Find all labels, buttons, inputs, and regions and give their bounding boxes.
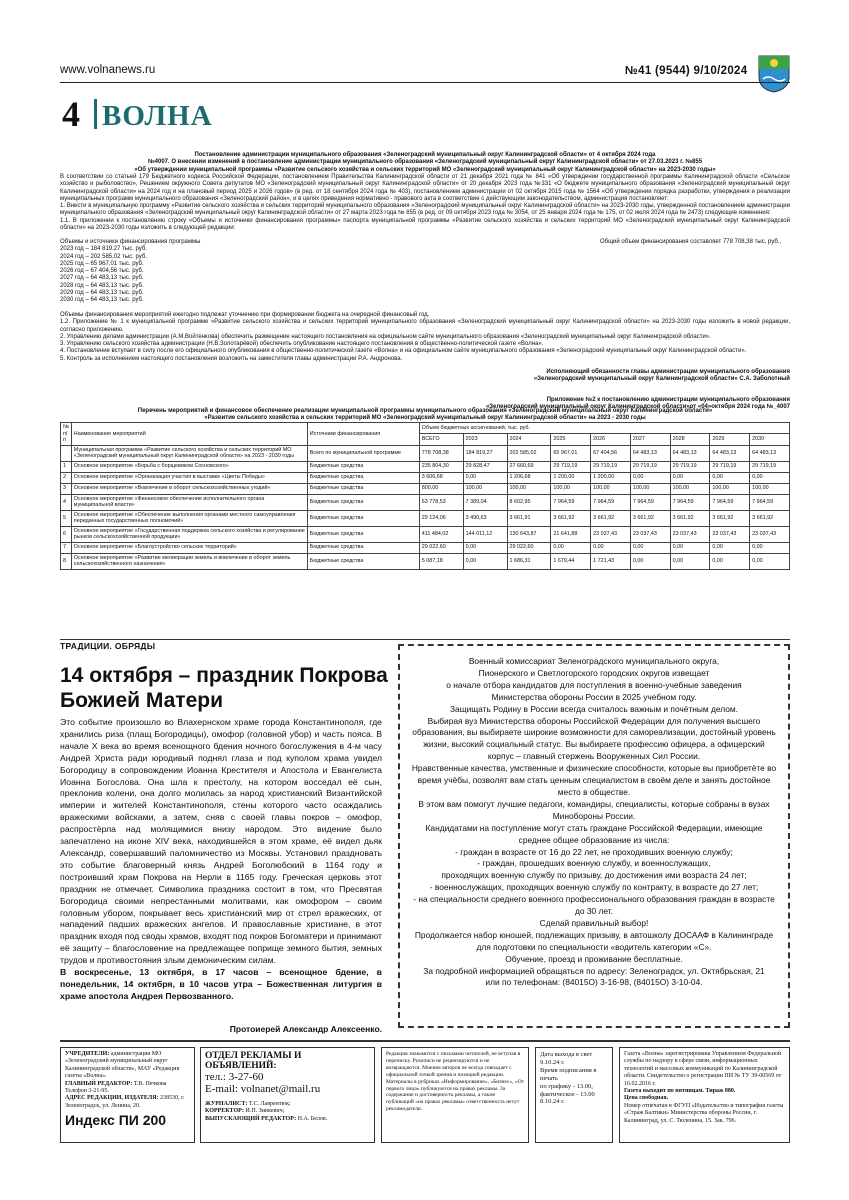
ad-paragraph: Продолжается набор юношей, подлежащих призыву, в автошколу ДОСААФ в Калининграде для подготовки по специальности «водитель категории «С». bbox=[414, 929, 774, 952]
year-header-cell: 2025 bbox=[551, 434, 591, 445]
row-number-cell: 3 bbox=[61, 483, 72, 494]
value-cell: 64 483,13 bbox=[710, 445, 750, 461]
value-cell: 1 206,68 bbox=[507, 472, 551, 483]
address-text: 238530, г. Зеленоградск, ул. Ленина, 20. bbox=[65, 1095, 185, 1109]
ad-paragraph: Нравственные качества, умственные и физические способности, которые вы приобретёте во время учёбы, позволят вам стать ценным специалистом в своём деле и занять достойное место в обществе. bbox=[411, 763, 777, 797]
appendix-line: «Зеленоградский муниципальный округ Калининградской области»от «04»октября 2024 года №_4007 bbox=[485, 404, 790, 411]
year-header-cell: 2026 bbox=[591, 434, 631, 445]
signature-line: Исполняющий обязанности главы администрации муниципального образования bbox=[546, 369, 790, 375]
imprint-registration bbox=[619, 1047, 790, 1143]
decree-paragraph: 1.1. В приложении к постановлению строку «Объемы и источники финансирования программы» паспорта муниципальной программы «Развитие сельского хозяйства и сельских территорий МО «Зеленоградский муниципальный округ Калининградской области» на 2023-2030 годы изложить в следующей редакции: bbox=[60, 217, 790, 232]
value-cell: 235 804,30 bbox=[419, 461, 463, 472]
ad-list-item: - на специальности среднего военного профессионального образования граждан в возрасте до 30 лет. bbox=[413, 894, 775, 917]
source-cell: Бюджетные средства bbox=[307, 494, 419, 510]
issue-date: Дата выхода в свет 9.10.24 г. bbox=[540, 1051, 593, 1066]
decree-title-line: №4007. О внесении изменений в постановление администрации муниципального образования «Зеленоградский муниципальный округ Калининградской области» от 27.03.2023 г. №855 bbox=[147, 159, 703, 166]
row-number-cell: 2 bbox=[61, 472, 72, 483]
decree-paragraph: В соответствии со статьей 179 Бюджетного кодекса Российской Федерации, постановлением Правительства Калининградской области от 21 декабря 2021 года № 841 «Об утверждении государственной программы Калининградской области «Сельское хозяйство и рыболовство», Решением окружного Совета депутатов МО «Зеленоградский муниципальный округ Калининградской области» от 20 декабря 2023 года №331 «О бюджете муниципального образования «Зеленоградский муниципальный округ Калининградской области» на 2024 год и на плановый период 2025 и 2026 годов» (в ред. от 18 сентября 2024 года № 403), постановлением администрации от 02 октября 2015 года № 1564 «Об утверждении порядка разработки, утверждения и реализации муниципальных программ муниципального образования «Зеленоградский район», и в целях приведения нормативно - правового акта в соответствие с действующим законодательством, администрация постановляет: bbox=[60, 174, 790, 202]
masthead-divider bbox=[94, 99, 97, 129]
decree-paragraph: Объемы финансирования мероприятий ежегодно подлежат уточнению при формировании бюджета на очередной финансовый год. bbox=[60, 312, 430, 318]
value-cell: 8 602,95 bbox=[507, 494, 551, 510]
header-cell: Источники финансирования bbox=[307, 423, 419, 446]
value-cell: 0,00 bbox=[463, 472, 507, 483]
value-cell: 130 643,87 bbox=[507, 526, 551, 542]
year-header-cell: ВСЕГО bbox=[419, 434, 463, 445]
value-cell: 64 483,13 bbox=[630, 445, 670, 461]
table-title-line: Перечень мероприятий и финансовое обеспечение реализации муниципальной программы муниципального образования «Зеленоградский муниципальный округ Калининградской области» bbox=[137, 408, 713, 414]
value-cell: 29 719,19 bbox=[710, 461, 750, 472]
financing-table bbox=[60, 422, 790, 570]
year-volume: 2026 год – 67 404,56 тыс. руб. bbox=[60, 268, 144, 275]
value-cell: 0,00 bbox=[591, 542, 631, 553]
printer: Номер отпечатан в ФГУП «Издательство и типография газеты «Страж Балтики» Министерства обороны России, г. Калининград, ул. С. Тюленина, 15. Зак. 796. bbox=[624, 1102, 784, 1124]
value-cell: 29 022,60 bbox=[419, 542, 463, 553]
row-number-cell: 7 bbox=[61, 542, 72, 553]
value-cell: 23 037,43 bbox=[710, 526, 750, 542]
issuer-text: Н.А. Белов. bbox=[296, 1115, 328, 1122]
ad-heading: о начале отбора кандидатов для поступления в военно-учебные заведения bbox=[446, 679, 742, 690]
value-cell: 7 964,59 bbox=[750, 494, 790, 510]
editor-text: Т.В. Печкова bbox=[132, 1080, 167, 1087]
founder-text: администрация МО «Зеленоградский муниципальный округ Калининградской области», МАУ «Редакция газеты «Волна». bbox=[65, 1051, 180, 1080]
value-cell: 29 022,60 bbox=[507, 542, 551, 553]
decree-paragraph: 2. Управлению делами администрации (А.М.Войтенкова) обеспечить размещение настоящего постановления на официальном сайте муниципального образования «Зеленоградский муниципальный округ Калининградской области». bbox=[60, 333, 711, 340]
page-number: 4 bbox=[62, 94, 80, 134]
value-cell: 29 719,19 bbox=[630, 461, 670, 472]
table-row bbox=[61, 494, 790, 510]
imprint-ads bbox=[200, 1047, 375, 1143]
value-cell: 3 661,91 bbox=[507, 510, 551, 526]
table-row bbox=[61, 472, 790, 483]
value-cell: 29 719,19 bbox=[591, 461, 631, 472]
article-author: Протоиерей Александр Алексеенко. bbox=[229, 1024, 382, 1034]
value-cell: 100,00 bbox=[507, 483, 551, 494]
decree-paragraph: 4. Постановление вступает в силу после его официального опубликования в общественно-политической газете «Волна» и на официальном сайте муниципального образования «Зеленоградский муниципальный округ Калининградской области». bbox=[60, 348, 747, 355]
value-cell: 0,00 bbox=[710, 542, 750, 553]
row-number-cell: 1 bbox=[61, 461, 72, 472]
volumes-list bbox=[60, 239, 360, 305]
value-cell: 202 585,02 bbox=[507, 445, 551, 461]
sign-label: Время подписания в печать bbox=[540, 1066, 597, 1082]
value-cell: 3 606,68 bbox=[419, 472, 463, 483]
circulation: Газета выходит по пятницам. Тираж 880. bbox=[624, 1088, 736, 1095]
value-cell: 67 404,56 bbox=[591, 445, 631, 461]
ads-title: ОТДЕЛ РЕКЛАМЫ И ОБЪЯВЛЕНИЙ: bbox=[205, 1051, 302, 1071]
value-cell: 23 037,43 bbox=[750, 526, 790, 542]
measure-name-cell: Муниципальная программа «Развитие сельского хозяйства и сельских территорий МО «Зеленоградский муниципальный округ Калининградской области» на 2023 - 2030 годы bbox=[71, 445, 307, 461]
imprint-dates bbox=[535, 1047, 613, 1143]
value-cell: 0,00 bbox=[670, 542, 710, 553]
ad-contact: или по телефонам: (84015О) 3-16-98, (84015О) 3-10-04. bbox=[485, 977, 703, 988]
imprint-founders bbox=[60, 1047, 195, 1143]
value-cell: 0,00 bbox=[463, 542, 507, 553]
value-cell: 64 483,13 bbox=[670, 445, 710, 461]
value-cell: 23 037,43 bbox=[670, 526, 710, 542]
year-volume: 2030 год – 64 483,13 тыс. руб. bbox=[60, 297, 144, 304]
value-cell: 0,00 bbox=[710, 472, 750, 483]
measure-name-cell: Основное мероприятие «Благоустройство сельских территорий» bbox=[71, 542, 307, 553]
ad-list-item: - военнослужащих, проходящих военную службу по контракту, в возрасте до 27 лет; bbox=[429, 882, 759, 893]
value-cell: 29 828,47 bbox=[463, 461, 507, 472]
value-cell: 0,00 bbox=[750, 553, 790, 569]
ad-heading: Министерства обороны России в 2025 учебном году. bbox=[491, 691, 697, 702]
decree-body-2 bbox=[60, 312, 790, 363]
measure-name-cell: Основное мероприятие «Борьба с борщевиком Сосновского» bbox=[71, 461, 307, 472]
year-volume: 2027 год – 64 483,13 тыс. руб. bbox=[60, 275, 144, 282]
value-cell: 7 964,59 bbox=[551, 494, 591, 510]
table-row bbox=[61, 445, 790, 461]
value-cell: 411 484,02 bbox=[419, 526, 463, 542]
ad-paragraph: Обучение, проезд и проживание бесплатные. bbox=[505, 953, 683, 964]
decree-body bbox=[60, 174, 790, 232]
table-row bbox=[61, 526, 790, 542]
value-cell: 184 819,27 bbox=[463, 445, 507, 461]
value-cell: 7 964,59 bbox=[670, 494, 710, 510]
value-cell: 29 124,06 bbox=[419, 510, 463, 526]
value-cell: 0,00 bbox=[750, 542, 790, 553]
value-cell: 3 661,92 bbox=[591, 510, 631, 526]
decree-title-line: Постановление администрации муниципального образования «Зеленоградский муниципальный округ Калининградской области» от 4 октября 2024 года bbox=[194, 152, 656, 158]
value-cell: 100,00 bbox=[710, 483, 750, 494]
value-cell: 0,00 bbox=[750, 472, 790, 483]
decree-paragraph: 3. Управлению сельского хозяйства администрации (Н.В.Золотарёвой) обеспечить опубликование настоящего постановления в общественно-политической газете «Волна». bbox=[60, 341, 544, 348]
measure-name-cell: Основное мероприятие «Вовлечение в оборот сельскохозяйственных угодий» bbox=[71, 483, 307, 494]
header-rule bbox=[60, 82, 790, 83]
ad-paragraph: В этом вам помогут лучшие педагоги, командиры, специалисты, которые собраны в вузах Минобороны России. bbox=[418, 798, 770, 821]
value-cell: 0,00 bbox=[710, 553, 750, 569]
header-cell: Наименование мероприятий bbox=[71, 423, 307, 446]
table-row bbox=[61, 483, 790, 494]
decree-paragraph: 1. Внести в муниципальную программу «Развитие сельского хозяйства и сельских территорий муниципального образования «Зеленоградский муниципальный округ Калининградской области» на 2023-2030 годы, утвержденной постановлением администрации муниципального образования «Зеленоградский муниципальный округ Калининградской области» от 27 марта 2023 года № 855 (в ред. от 09 октября 2023 года № 3054, от 25 января 2024 года № 175, от 02 июля 2024 года № 2473) следующие изменения: bbox=[60, 203, 790, 217]
issue-info: №41 (9544) 9/10/2024 bbox=[625, 65, 748, 77]
year-header-cell: 2028 bbox=[670, 434, 710, 445]
corrector-label: КОРРЕКТОР: bbox=[205, 1108, 245, 1115]
actual-date: 8.10.24 г. bbox=[540, 1098, 565, 1106]
year-volume: 2023 год – 184 819,27 тыс. руб. bbox=[60, 246, 147, 253]
decree-title bbox=[60, 152, 790, 174]
value-cell: 29 719,19 bbox=[670, 461, 710, 472]
value-cell: 29 719,19 bbox=[551, 461, 591, 472]
source-cell: Бюджетные средства bbox=[307, 472, 419, 483]
source-cell: Бюджетные средства bbox=[307, 542, 419, 553]
appendix-line: Приложение №2 к постановлению администрации муниципального образования bbox=[546, 397, 790, 403]
table-title bbox=[60, 408, 790, 423]
corrector-text: И.П. Зинкевич; bbox=[244, 1108, 285, 1115]
value-cell: 1 200,00 bbox=[591, 472, 631, 483]
ad-paragraph: Сделай правильный выбор! bbox=[539, 917, 649, 928]
measure-name-cell: Основное мероприятие «Развитие мелиорации земель и вовлечение в оборот земель сельскохозяйственного назначения» bbox=[71, 553, 307, 569]
signature-line: «Зеленоградский муниципальный округ Калининградской области» С.А. Заболотный bbox=[533, 376, 790, 383]
row-number-cell: 8 bbox=[61, 553, 72, 569]
value-cell: 778 708,38 bbox=[419, 445, 463, 461]
section-rule bbox=[60, 639, 790, 640]
value-cell: 100,00 bbox=[670, 483, 710, 494]
journalist-text: Т.С. Лаврентюк; bbox=[247, 1101, 291, 1107]
value-cell: 0,00 bbox=[630, 542, 670, 553]
value-cell: 23 037,43 bbox=[630, 526, 670, 542]
value-cell: 800,00 bbox=[419, 483, 463, 494]
source-cell: Бюджетные средства bbox=[307, 526, 419, 542]
value-cell: 27 660,69 bbox=[507, 461, 551, 472]
coat-of-arms-icon bbox=[758, 55, 790, 93]
value-cell: 3 490,63 bbox=[463, 510, 507, 526]
decree-paragraph: 5. Контроль за исполнением настоящего постановления возложить на заместителя главы администрации Р.А. Андронова. bbox=[60, 355, 403, 362]
value-cell: 7 964,59 bbox=[710, 494, 750, 510]
price: Цена свободная. bbox=[624, 1095, 669, 1102]
value-cell: 7 964,59 bbox=[630, 494, 670, 510]
value-cell: 100,00 bbox=[463, 483, 507, 494]
site-url[interactable]: www.volnanews.ru bbox=[60, 64, 156, 76]
value-cell: 100,00 bbox=[591, 483, 631, 494]
phone-text: Телефон 3-21-95. bbox=[65, 1088, 109, 1095]
header-cell: Объем бюджетных ассигнований, тыс. руб. bbox=[419, 423, 789, 434]
article-body bbox=[60, 717, 382, 1003]
table-row bbox=[61, 461, 790, 472]
ad-list-item: - граждан в возрасте от 16 до 22 лет, не проходивших военную службу; bbox=[455, 846, 733, 857]
year-volume: 2025 год – 65 967,01 тыс. руб. bbox=[60, 260, 144, 267]
ads-phone[interactable]: тел.: 3-27-60 bbox=[205, 1071, 264, 1083]
year-volume: 2028 год – 64 483,13 тыс. руб. bbox=[60, 282, 144, 289]
ad-paragraph: Кандидатами на поступление могут стать граждане Российской Федерации, имеющие среднее общее образование из числа: bbox=[425, 822, 763, 845]
year-volume: 2029 год – 64 483,13 тыс. руб. bbox=[60, 290, 144, 297]
measure-name-cell: Основное мероприятие «Финансовое обеспечение исполнительного органа муниципальной власти» bbox=[71, 494, 307, 510]
military-ad bbox=[398, 644, 790, 1028]
year-header-cell: 2030 bbox=[750, 434, 790, 445]
table-row bbox=[61, 542, 790, 553]
year-volume: 2024 год – 202 585,02 тыс. руб. bbox=[60, 253, 147, 260]
row-number-cell: 5 bbox=[61, 510, 72, 526]
paper-logo: ВОЛНА bbox=[102, 100, 213, 132]
year-header-cell: 2027 bbox=[630, 434, 670, 445]
total-volume: Общий объем финансирования составляет 778 708,38 тыс. руб., bbox=[600, 239, 782, 245]
source-cell: Бюджетные средства bbox=[307, 483, 419, 494]
source-cell: Бюджетные средства bbox=[307, 510, 419, 526]
registration-text: Газета «Волна» зарегистрирована Управлением Федеральной службы по надзору в сфере связи, информационных технологий и массовых коммуникаций по Калининградской области. Свидетельство о регистрации ПИ № ТУ 39-00569 от 16.02.2016 г. bbox=[624, 1051, 782, 1087]
value-cell: 3 661,92 bbox=[750, 510, 790, 526]
value-cell: 3 661,92 bbox=[710, 510, 750, 526]
year-header-cell: 2029 bbox=[710, 434, 750, 445]
value-cell: 1 721,43 bbox=[591, 553, 631, 569]
row-number-cell: 4 bbox=[61, 494, 72, 510]
ads-email[interactable]: E-mail: volnanet@mail.ru bbox=[205, 1083, 321, 1095]
address-label: АДРЕС РЕДАКЦИИ, ИЗДАТЕЛЯ: bbox=[65, 1095, 159, 1102]
decree-title-line: «Об утверждении муниципальной программы «Развитие сельского хозяйства и сельских территорий МО «Зеленоградский муниципальный округ Калининградской области» на 2023-2030 годы» bbox=[134, 166, 716, 173]
actual-time: фактическое - 13.00 bbox=[540, 1090, 595, 1098]
value-cell: 21 641,88 bbox=[551, 526, 591, 542]
source-cell: Бюджетные средства bbox=[307, 553, 419, 569]
value-cell: 1 200,00 bbox=[551, 472, 591, 483]
ad-contact: За подробной информацией обращаться по адресу: Зеленоградск, ул. Октябрьская, 21 bbox=[423, 965, 765, 976]
row-number-cell: 6 bbox=[61, 526, 72, 542]
value-cell: 7 964,59 bbox=[591, 494, 631, 510]
issuer-label: ВЫПУСКАЮЩИЙ РЕДАКТОР: bbox=[205, 1115, 297, 1122]
editor-label: ГЛАВНЫЙ РЕДАКТОР: bbox=[65, 1080, 133, 1087]
founder-label: УЧРЕДИТЕЛИ: bbox=[65, 1051, 110, 1057]
value-cell: 3 661,92 bbox=[551, 510, 591, 526]
value-cell: 23 037,43 bbox=[591, 526, 631, 542]
measure-name-cell: Основное мероприятие «Государственная поддержка сельского хозяйства и регулирование рынков сельскохозяйственной продукции» bbox=[71, 526, 307, 542]
header-cell: № п/п bbox=[61, 423, 72, 446]
ad-heading: Военный комиссариат Зеленоградского муниципального округа, bbox=[468, 656, 720, 666]
journalist-label: ЖУРНАЛИСТ: bbox=[205, 1101, 248, 1107]
ad-list-item: проходящих военную службу по призыву, до достижения ими возраста 24 лет; bbox=[441, 870, 747, 881]
schedule-time: по графику - 13.00, bbox=[540, 1082, 593, 1090]
value-cell: 65 967,01 bbox=[551, 445, 591, 461]
ad-heading: Пионерского и Светлогорского городских округов извещает bbox=[478, 667, 710, 678]
value-cell: 0,00 bbox=[670, 553, 710, 569]
volumes-label: Объемы и источники финансирования программы bbox=[60, 239, 201, 245]
article-headline: 14 октября – праздник Покрова Божией Матери bbox=[60, 664, 388, 712]
value-cell: 0,00 bbox=[630, 553, 670, 569]
table-title-line: «Развитие сельского хозяйства и сельских территорий МО «Зеленоградский муниципальный округ Калининградской области» на 2023 - 2030 годы bbox=[204, 415, 646, 422]
source-cell: Бюджетные средства bbox=[307, 461, 419, 472]
signature-block bbox=[60, 369, 790, 384]
ad-paragraph: Защищать Родину в России всегда считалось важным и почётным делом. bbox=[449, 703, 738, 714]
value-cell: 63 778,53 bbox=[419, 494, 463, 510]
subscription-index: Индекс ПИ 200 bbox=[65, 1112, 167, 1129]
table-row bbox=[61, 510, 790, 526]
imprint-policy: Редакция знакомится с письмами читателей, не вступая в переписку. Рукописи не рецензируются и не возвращаются. Мнение авторов не всегда совпадает с официальной точкой зрения и позицией редакции. Материалы в рубриках «Информирование», «Бизнес», «От первого лица» публикуются на правах рекламы. За содержание и достоверность рекламы, а также публикаций «на правах рекламы» ответственность несут рекламодатели. bbox=[381, 1047, 529, 1143]
value-cell: 1 679,44 bbox=[551, 553, 591, 569]
row-number-cell bbox=[61, 445, 72, 461]
value-cell: 0,00 bbox=[630, 472, 670, 483]
measure-name-cell: Основное мероприятие «Организация участия в выставке «Цветы Победы» bbox=[71, 472, 307, 483]
article-paragraph: Это событие произошло во Влахернском храме города Константинополя, где хранились риза (плащ Богородицы), омофор (головной убор) и часть пояса. В начале X века во время всенощного бдения ночного богослужения в 4-м часу Андрей Христа ради юродивый поднял глаза и под куполом храма увидел Богородицу в сопровождении Иоанна Крестителя и Апостола и Евангелиста Иоанна Богослова. Она шла к престолу, на котором восседал её сын, преклонив колени, она долго молилась за народ христианский Византийской империи и жителей Константинополя, стены которого часто осаждались вражескими войсками, а затем, сняв с своей главы покров – омофор, распростёрла над молящимися внизу народом. Это видение было запечатлено на иконе XIV века, находившейся в этом храме, её видел дьяк Александр, совершавший паломничество из Москвы. Установил праздновать это событие благоверный князь Андрей Боголюбский в 1164 году и построивший храм Покрова на Нерли в 1165 году. Греческая церковь этот праздник не отмечает. Символика праздника состоит в том, что Пресвятая Богородица своими непрестанными молитвами, как омофором – своим головным убором, покрывает весь христианский мир от стрел вражеских, от нападений падших вражеских ангелов. И православные христиане, в этот праздник входя под своды храмов, входят под покров Богоматери и принимают её защиту – благословение на предлежащее поприще земного бытия, земных трудов и противостояния злым демоническим силам. bbox=[60, 717, 382, 966]
ad-paragraph: Выбирая вуз Министерства обороны Российской Федерации для получения высшего образования, вы выбираете широкие возможности для самореализации, достойный уровень жизни, высокий социальный статус. Вы выбираете профессию офицера, а офицерский корпус – главный стержень Вооруженных Сил России. bbox=[412, 715, 776, 762]
decree-paragraph: 1.2. Приложение № 1 к муниципальной программе «Развитие сельского хозяйства и сельских территорий муниципального образования «Зеленоградский муниципальный округ Калининградской области» на 2023-2030 годы изложить в новой редакции, согласно приложению. bbox=[60, 319, 790, 333]
value-cell: 100,00 bbox=[750, 483, 790, 494]
value-cell: 100,00 bbox=[551, 483, 591, 494]
value-cell: 29 719,19 bbox=[750, 461, 790, 472]
value-cell: 64 483,13 bbox=[750, 445, 790, 461]
value-cell: 7 389,04 bbox=[463, 494, 507, 510]
year-header-cell: 2024 bbox=[507, 434, 551, 445]
measure-name-cell: Основное мероприятие «Обеспечение выполнения органами местного самоуправления переданных государственных полномочий» bbox=[71, 510, 307, 526]
value-cell: 3 661,92 bbox=[670, 510, 710, 526]
value-cell: 100,00 bbox=[630, 483, 670, 494]
service-schedule: В воскресенье, 13 октября, в 17 часов – всенощное бдение, в понедельник, 14 октября, в 10 часов утра – Божественная литургия в храме апостола Андрея Первозванного. bbox=[60, 967, 382, 1001]
source-cell: Всего по муниципальной программе bbox=[307, 445, 419, 461]
ad-list-item: - граждан, прошедших военную службу, и военнослужащих, bbox=[477, 858, 711, 869]
section-label: ТРАДИЦИИ. ОБРЯДЫ bbox=[60, 641, 156, 651]
value-cell: 144 011,12 bbox=[463, 526, 507, 542]
value-cell: 0,00 bbox=[551, 542, 591, 553]
value-cell: 5 087,18 bbox=[419, 553, 463, 569]
value-cell: 0,00 bbox=[670, 472, 710, 483]
year-header-cell: 2023 bbox=[463, 434, 507, 445]
value-cell: 0,00 bbox=[463, 553, 507, 569]
value-cell: 3 661,92 bbox=[630, 510, 670, 526]
value-cell: 1 686,31 bbox=[507, 553, 551, 569]
table-row bbox=[61, 553, 790, 569]
imprint-rule bbox=[60, 1040, 790, 1042]
